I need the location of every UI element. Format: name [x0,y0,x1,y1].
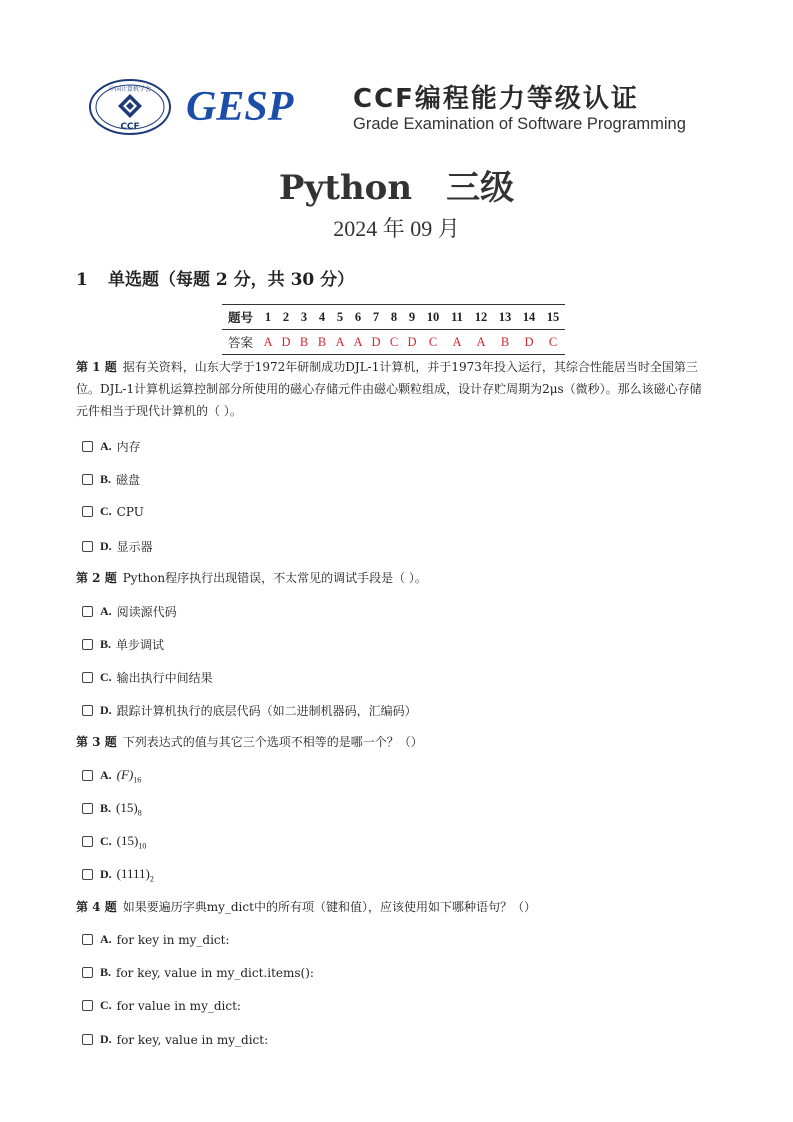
checkbox[interactable] [82,803,93,814]
question-number-cell: 15 [541,305,565,330]
q1-option-d[interactable] [82,538,153,555]
answer-cell: D [371,334,381,349]
checkbox[interactable] [82,606,93,617]
option-letter: D. [100,703,112,717]
q4-option-d[interactable] [82,1032,268,1047]
checkbox[interactable] [82,1000,93,1011]
option-base: 10 [138,841,147,851]
option-letter: C. [100,504,112,518]
option-letter: B. [100,965,112,979]
answer-table-header-row [222,305,565,330]
question-4 [76,896,710,918]
option-letter: A. [100,932,112,946]
checkbox[interactable] [82,639,93,650]
question-text: 如果要遍历字典my_dict中的所有项（键和值），应该使用如下哪种语句？（） [122,900,536,914]
q2-option-d[interactable] [82,702,417,719]
question-number-cell: 13 [493,305,517,330]
checkbox[interactable] [82,705,93,716]
answer-cell: D [281,334,291,349]
ccf-logo-abbr: CCF [120,122,140,132]
gesp-logo [184,82,330,128]
answer-cell: C [428,334,438,349]
checkbox[interactable] [82,967,93,978]
ccf-logo-text: 中国计算机学会 [108,86,152,93]
q3-option-b[interactable] [82,800,142,818]
checkbox[interactable] [82,836,93,847]
checkbox[interactable] [82,934,93,945]
option-text: 跟踪计算机执行的底层代码（如二进制机器码，汇编码） [116,704,417,718]
option-letter: D. [100,1032,112,1046]
answer-cell: B [500,334,510,349]
option-text: CPU [116,504,144,519]
question-number-cell: 4 [313,305,331,330]
checkbox[interactable] [82,474,93,485]
answer-cell: B [317,334,327,349]
question-number: 第 2 题 [76,571,117,585]
brand-subtitle: Grade Examination of Software Programming [353,115,686,133]
option-letter: B. [100,637,112,651]
option-text: 输出执行中间结果 [116,671,213,685]
option-text: (15) [116,800,138,815]
answer-cell: A [263,334,273,349]
question-text: 下列表达式的值与其它三个选项不相等的是哪一个？（） [122,735,423,749]
option-math [117,866,154,884]
q1-option-a[interactable] [82,438,141,455]
q4-option-a[interactable] [82,932,230,947]
option-text: for key, value in my_dict: [116,1032,269,1047]
answer-cell: B [299,334,309,349]
option-text: 显示器 [116,540,153,554]
option-letter: A. [100,768,112,783]
checkbox[interactable] [82,672,93,683]
answer-cell: C [389,334,399,349]
option-base: 16 [133,775,142,785]
question-text: Python程序执行出现错误，不太常见的调试手段是（ ）。 [122,571,427,585]
section-heading [76,265,354,290]
section-title: 单选题（每题 2 分，共 30 分） [108,270,355,290]
option-text: (15) [116,833,139,848]
option-letter: D. [100,867,112,882]
question-number-cell: 1 [259,305,277,330]
checkbox[interactable] [82,441,93,452]
question-number-cell: 3 [295,305,313,330]
document-date: 2024 年 09 月 [333,216,460,241]
option-text: for key in my_dict: [116,932,230,947]
option-letter: A. [100,439,112,453]
option-base: 2 [149,874,154,884]
question-number-cell: 5 [331,305,349,330]
question-number-cell: 7 [367,305,385,330]
option-letter: D. [100,539,112,553]
q1-option-c[interactable] [82,504,144,519]
brand-title: CCF编程能力等级认证 [353,84,639,114]
q3-option-d[interactable] [82,866,154,884]
option-letter: A. [100,604,112,618]
question-3 [76,731,710,753]
option-letter: B. [100,801,112,816]
option-letter: B. [100,472,112,486]
q2-option-b[interactable] [82,636,164,653]
answer-table-row1-label: 题号 [222,305,259,330]
option-math [116,800,142,818]
option-math [117,767,142,785]
option-letter: C. [100,670,112,684]
answer-cell: A [335,334,345,349]
q2-option-a[interactable] [82,603,177,620]
answer-cell: C [548,334,558,349]
answer-table [222,304,565,355]
question-number-cell: 11 [445,305,469,330]
checkbox[interactable] [82,541,93,552]
option-letter: C. [100,998,112,1012]
question-number: 第 1 题 [76,360,117,374]
q2-option-c[interactable] [82,669,213,686]
question-number-cell: 9 [403,305,421,330]
option-text: for value in my_dict: [116,998,241,1013]
answer-table-answer-row [222,330,565,355]
document-title: Python 三级 [278,168,515,208]
ccf-logo [88,78,172,136]
answer-cell: A [353,334,363,349]
answer-cell: A [476,334,486,349]
answer-table-row2-label: 答案 [228,336,254,350]
question-number-cell: 10 [421,305,445,330]
q1-option-b[interactable] [82,471,140,488]
question-number: 第 3 题 [76,735,117,749]
checkbox[interactable] [82,1034,93,1045]
q4-option-b[interactable] [82,965,314,980]
option-base: 8 [137,808,142,818]
question-number-cell: 6 [349,305,367,330]
header [88,78,708,138]
checkbox[interactable] [82,506,93,517]
question-number: 第 4 题 [76,900,117,914]
question-number-cell: 8 [385,305,403,330]
question-number-cell: 2 [277,305,295,330]
option-letter: C. [100,834,112,849]
option-text: 内存 [116,440,141,454]
question-1 [76,356,710,422]
q4-option-c[interactable] [82,998,241,1013]
option-text: for key, value in my_dict.items(): [116,965,314,980]
option-text: 阅读源代码 [116,605,177,619]
question-number-cell: 14 [517,305,541,330]
question-2 [76,567,710,589]
section-number: 1 [76,270,88,290]
answer-cell: D [524,334,534,349]
option-text: (F) [116,767,134,782]
gesp-logo-text: GESP [186,84,294,128]
option-text: 单步调试 [116,638,165,652]
option-text: 磁盘 [116,473,141,487]
checkbox[interactable] [82,869,93,880]
q3-option-c[interactable] [82,833,146,851]
option-math [117,833,147,851]
checkbox[interactable] [82,770,93,781]
answer-cell: D [407,334,417,349]
question-number-cell: 12 [469,305,493,330]
question-text: 据有关资料，山东大学于1972年研制成功DJL-1计算机，并于1973年投入运行，其综合性能居当时全国第三位。DJL-1计算机运算控制部分所使用的磁心存储元件由磁心颗粒组成，设计存贮周期为2μs（微秒）。那么该磁心存储元件相当于现代计算机的（ ）。 [76,360,702,418]
q3-option-a[interactable] [82,767,141,785]
option-text: (1111) [116,866,150,881]
answer-cell: A [452,334,462,349]
